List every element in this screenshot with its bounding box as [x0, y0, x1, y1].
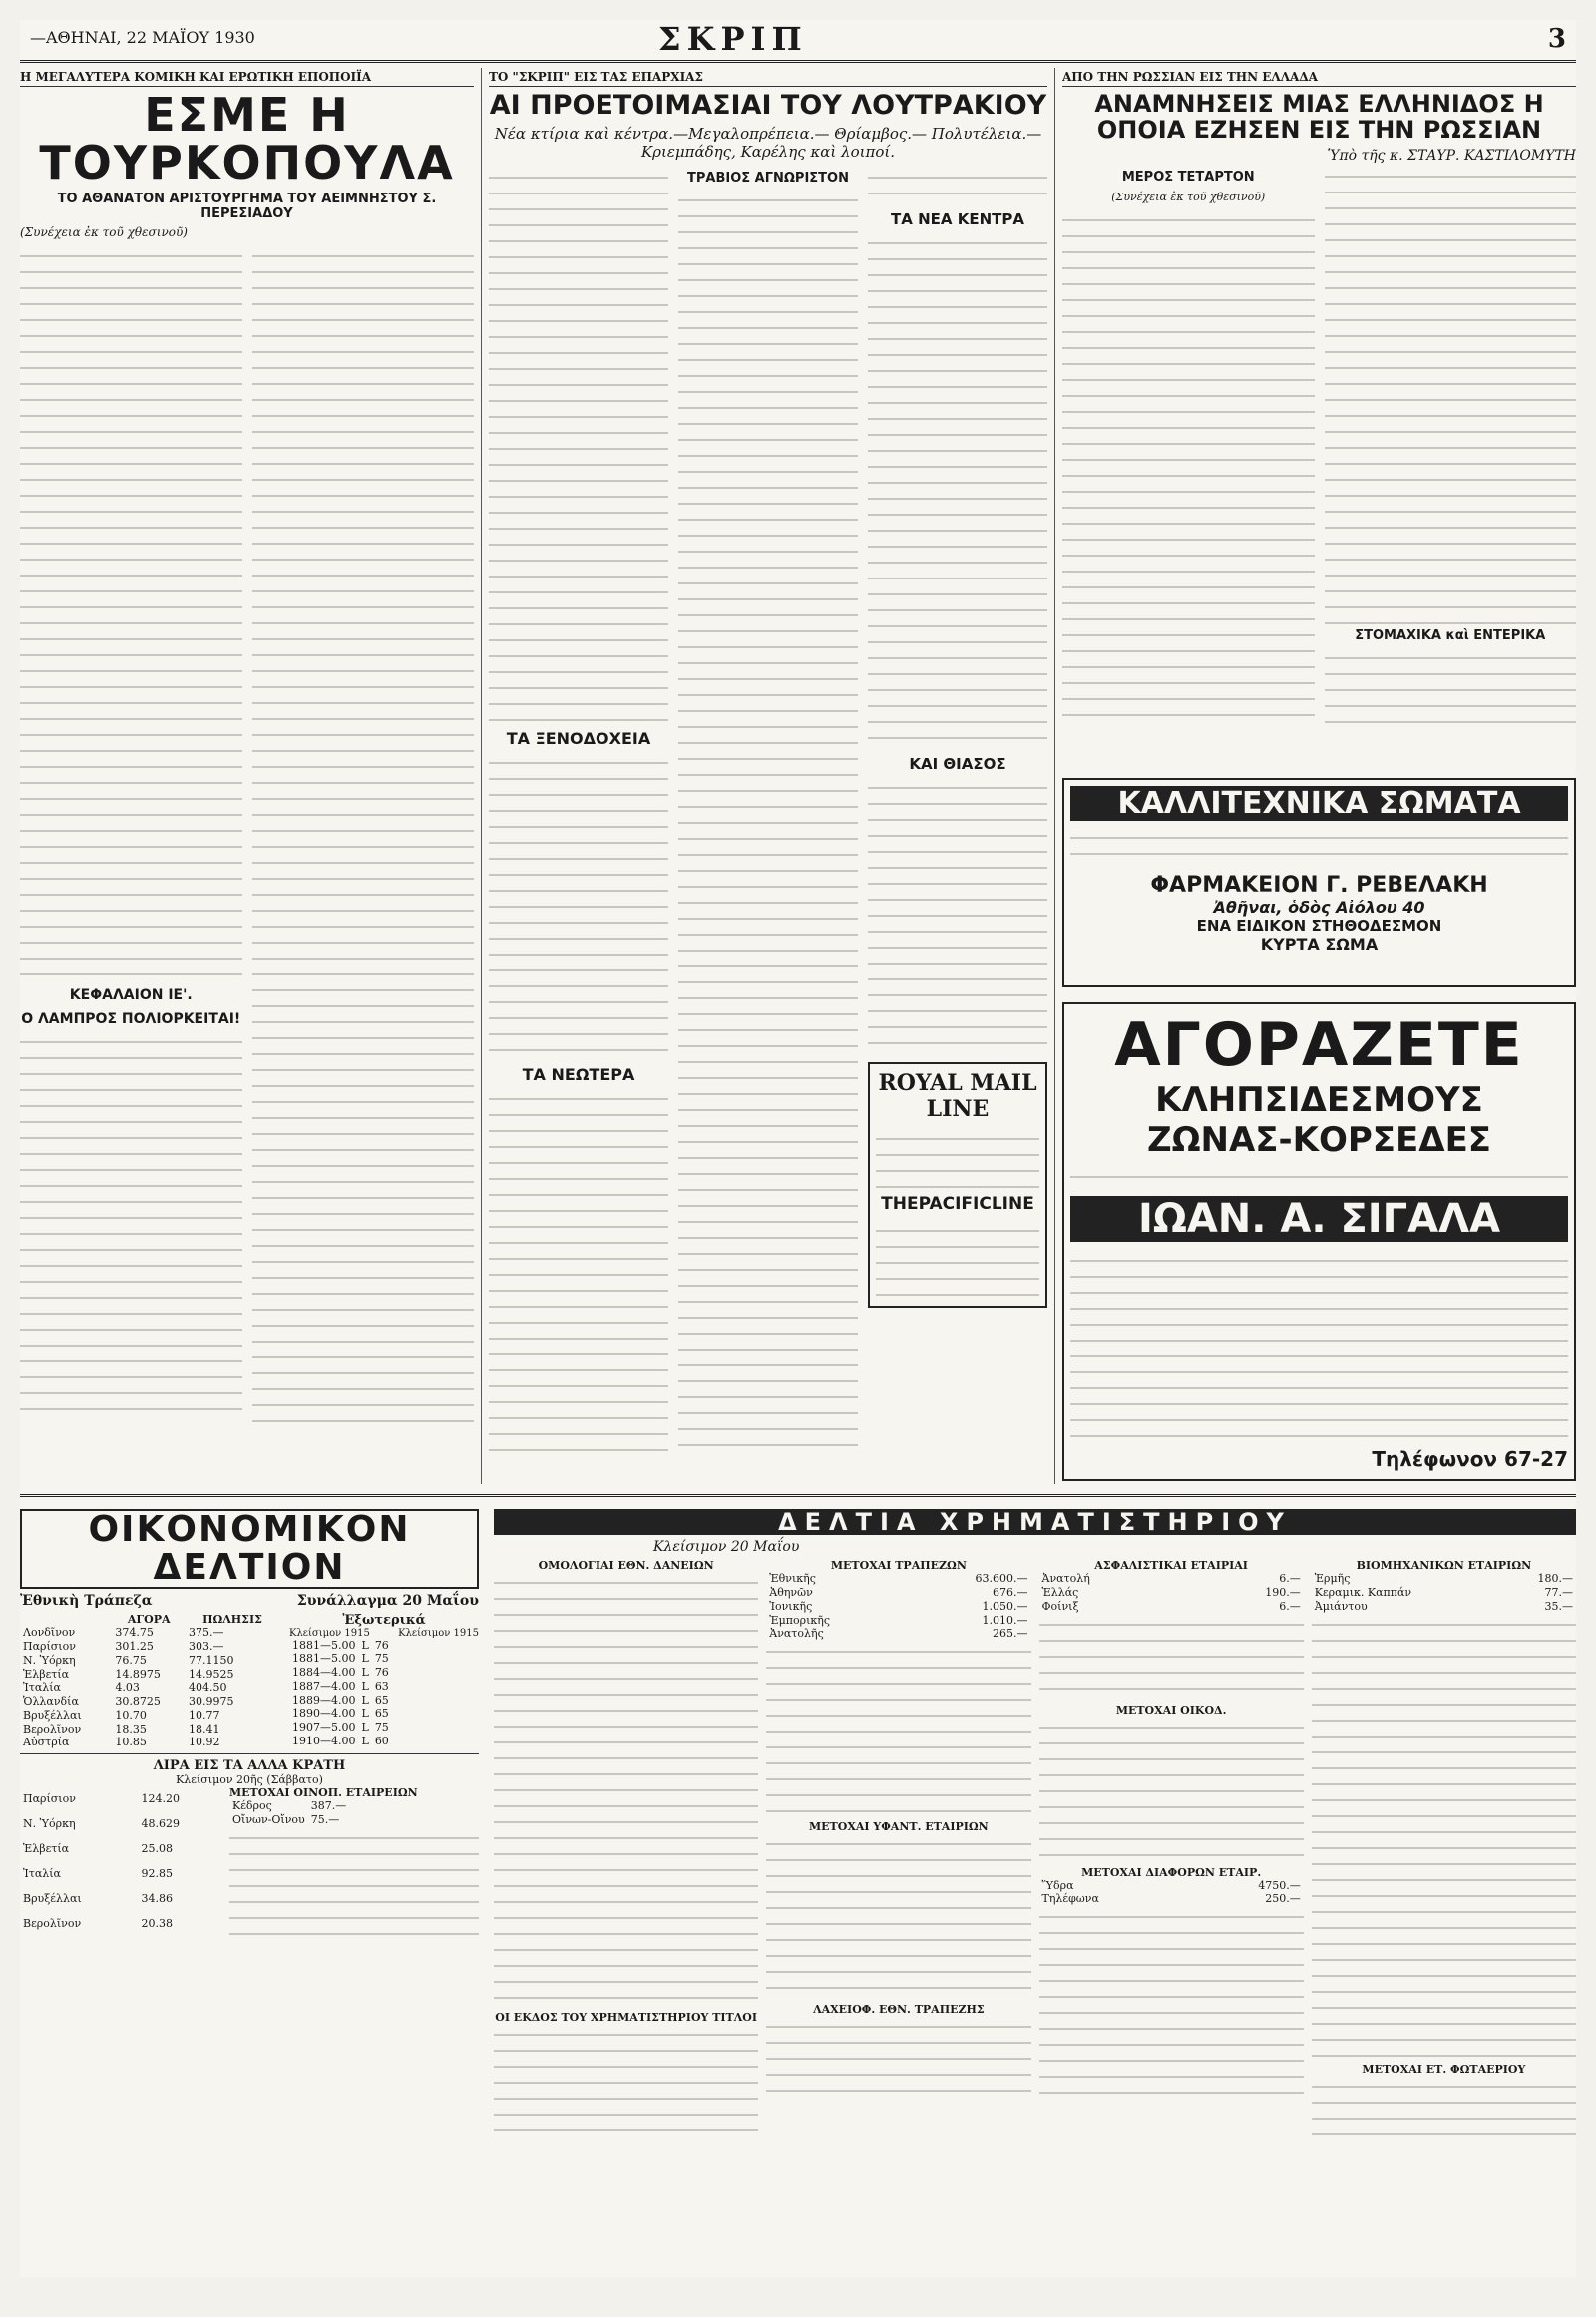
table-cell: 1881—5.00 [292, 1638, 356, 1652]
industrial-table [1312, 1572, 1576, 1613]
news-heading: ΤΑ ΝΕΩΤΕΡΑ [522, 1064, 635, 1084]
exchange-sell: 10.77 [188, 1708, 220, 1722]
building-title: ΜΕΤΟΧΑΙ ΟΙΚΟΔ. [1115, 1703, 1227, 1717]
industrial-text [1312, 1614, 1576, 2063]
deltia-title: ΔΕΛΤΙΑ ΧΡΗΜΑΤΙΣΤΗΡΙΟΥ [494, 1509, 1576, 1535]
table-cell: 77.— [1544, 1586, 1573, 1600]
table-cell: Οἴνων-Οἴνου [232, 1812, 305, 1826]
national-loans-text [494, 1572, 758, 2011]
exchange-sell: 14.9525 [188, 1667, 234, 1681]
table-row [1039, 1879, 1304, 1893]
exterior-block [289, 1613, 479, 1748]
table-cell: Ἐθνικῆς [769, 1572, 816, 1586]
table-row [766, 1600, 1030, 1614]
table-cell: L [361, 1652, 369, 1666]
kyrta-soma: ΚΥΡΤΑ ΣΩΜΑ [1260, 935, 1379, 954]
table-cell: Ἀνατολή [1041, 1572, 1090, 1586]
royal-mail-title: ROYAL MAIL LINE [878, 1069, 1037, 1122]
table-row [289, 1639, 392, 1653]
table-cell: 1884—4.00 [292, 1666, 356, 1680]
table-cell: 65 [374, 1707, 389, 1721]
table-cell: L [361, 1666, 369, 1680]
table-cell: Ἀνατολῆς [769, 1627, 824, 1641]
table-row [1039, 1586, 1304, 1600]
table-row [20, 1723, 279, 1737]
stomach-ad-title: ΣΤΟΜΑΧΙΚΑ καὶ ΕΝΤΕΡΙΚΑ [1355, 627, 1546, 643]
exchange-sell: 375.— [188, 1626, 224, 1640]
royal-mail-ad [868, 1062, 1047, 1308]
exchange-buy: 18.35 [115, 1722, 147, 1736]
exchange-buy: 10.85 [115, 1736, 147, 1749]
pharmacy-subtitle: ΕΝΑ ΕΙΔΙΚΟΝ ΣΤΗΘΟΔΕΣΜΟΝ [1196, 917, 1442, 935]
exchange-city: Βρυξέλλαι [23, 1708, 82, 1722]
stomach-ad-text [1325, 647, 1577, 724]
sigala-ad-text [1070, 1250, 1568, 1439]
pharmacy-name: ΦΑΡΜΑΚΕΙΟΝ Γ. ΡΕΒΕΛΑΚΗ [1150, 873, 1488, 898]
oinop-title: ΜΕΤΟΧΑΙ ΟΙΝΟΠ. ΕΤΑΙΡΕΙΩΝ [229, 1786, 418, 1800]
unrecognized-heading: ΤΡΑΒΙΟΣ ΑΓΝΩΡΙΣΤΟΝ [687, 170, 849, 186]
serial-text-block [20, 245, 242, 983]
bank-shares-text [766, 1641, 1030, 1820]
table-cell: Βρυξέλλαι [23, 1892, 82, 1906]
sigala-addr-text [1070, 1166, 1568, 1190]
ekdos-text [494, 2024, 758, 2143]
deltia-date: Κλείσιμον 20 Μαΐου [653, 1539, 800, 1556]
table-cell: 1910—4.00 [292, 1734, 356, 1747]
table-cell: Ἰταλία [23, 1866, 61, 1880]
national-loans-title: ΟΜΟΛΟΓΙΑΙ ΕΘΝ. ΔΑΝΕΙΩΝ [538, 1559, 714, 1573]
loutraki-text-6 [868, 232, 1047, 751]
table-cell: Ἀθηνῶν [769, 1586, 813, 1600]
exchange-sell: 303.— [188, 1640, 224, 1654]
masthead [20, 20, 1576, 63]
table-cell: Φοίνιξ [1041, 1599, 1079, 1613]
new-centers-heading: ΤΑ ΝΕΑ ΚΕΝΤΡΑ [891, 209, 1024, 228]
memoirs-text-1 [1062, 209, 1315, 724]
exterior-title: Ἐξωτερικά [342, 1612, 426, 1628]
table-row [20, 1709, 279, 1723]
table-cell: 76 [374, 1666, 389, 1680]
table-row [766, 1627, 1030, 1641]
table-cell: 20.38 [141, 1917, 173, 1931]
oinop-table [229, 1799, 349, 1827]
table-row [20, 1836, 219, 1861]
lottery-text [766, 2016, 1030, 2096]
pharmacy-address: Ἀθῆναι, ὁδὸς Αἰόλου 40 [1213, 898, 1425, 917]
loutraki-body [489, 167, 1047, 1453]
loutraki-text-2 [489, 752, 668, 1061]
table-row [20, 1654, 279, 1668]
page-number: 3 [1547, 24, 1566, 54]
exchange-city: Ἰταλία [23, 1681, 61, 1695]
exchange-buy: 76.75 [115, 1653, 147, 1667]
exchange-buy: 4.03 [115, 1681, 140, 1695]
troupe-heading: ΚΑΙ ΘΙΑΣΟΣ [909, 754, 1006, 773]
table-cell: 265.— [993, 1627, 1028, 1641]
table-row [766, 1614, 1030, 1628]
chapter-title: Ο ΛΑΜΠΡΟΣ ΠΟΛΙΟΡΚΕΙΤΑΙ! [21, 1010, 241, 1027]
table-row [766, 1586, 1030, 1600]
exchange-buy: 30.8725 [115, 1695, 161, 1709]
table-row [20, 1681, 279, 1695]
table-cell: 65 [374, 1693, 389, 1707]
table-row [289, 1680, 392, 1694]
pharmacy-ad [1062, 778, 1576, 987]
table-row [20, 1786, 219, 1811]
agorazete-title: ΑΓΟΡΑΖΕΤΕ [1114, 1010, 1524, 1080]
table-row [289, 1721, 392, 1735]
table-row [229, 1813, 349, 1827]
deltia-columns [494, 1559, 1576, 2143]
various-title: ΜΕΤΟΧΑΙ ΔΙΑΦΟΡΩΝ ΕΤΑΙΡ. [1081, 1865, 1262, 1879]
ekdos-title: ΟΙ ΕΚΔΟΣ ΤΟΥ ΧΡΗΜΑΤΙΣΤΗΡΙΟΥ ΤΙΤΛΟΙ [495, 2011, 757, 2025]
exchange-city: Αὐστρία [23, 1736, 70, 1749]
bank-shares-title: ΜΕΤΟΧΑΙ ΤΡΑΠΕΖΩΝ [830, 1559, 967, 1573]
building-text [1039, 1717, 1304, 1866]
serial-body [20, 245, 474, 1422]
column-rule-2 [1054, 68, 1055, 1484]
exchange-sell: 77.1150 [188, 1653, 234, 1667]
memoirs-body [1062, 166, 1576, 724]
table-row [289, 1666, 392, 1680]
sigala-name: ΙΩΑΝ. Α. ΣΙΓΑΛΑ [1070, 1196, 1568, 1242]
exterior-table [289, 1639, 392, 1748]
table-row [20, 1886, 219, 1911]
table-cell: 1.010.— [982, 1613, 1028, 1627]
serial-kicker: Η ΜΕΓΑΛΥΤΕΡΑ ΚΟΜΙΚΗ ΚΑΙ ΕΡΩΤΙΚΗ ΕΠΟΠΟΙΪΑ [20, 68, 474, 87]
table-cell: 63.600.— [975, 1572, 1028, 1586]
gas-text [1312, 2076, 1576, 2135]
loutraki-text-4 [678, 190, 858, 1453]
table-cell: 1881—5.00 [292, 1652, 356, 1666]
table-row [1312, 1586, 1576, 1600]
table-cell: 4750.— [1258, 1878, 1301, 1892]
table-cell [20, 1613, 112, 1627]
table-row [20, 1911, 219, 1936]
serial-subhead: ΤΟ ΑΘΑΝΑΤΟΝ ΑΡΙΣΤΟΥΡΓΗΜΑ ΤΟΥ ΑΕΙΜΝΗΣΤΟΥ Σ. ΠΕΡΕΣΙΑΔΟΥ [57, 191, 437, 221]
various-table [1039, 1879, 1304, 1907]
exchange-sell: 18.41 [188, 1722, 220, 1736]
table-row [229, 1799, 349, 1813]
table-cell: 1889—4.00 [292, 1693, 356, 1707]
lira-subtitle: Κλείσιμον 20ῆς (Σάββατο) [176, 1773, 323, 1787]
loutraki-headline: ΑΙ ΠΡΟΕΤΟΙΜΑΣΙΑΙ ΤΟΥ ΛΟΥΤΡΑΚΙΟΥ [489, 90, 1047, 121]
loutraki-kicker: ΤΟ "ΣΚΡΙΠ" ΕΙΣ ΤΑΣ ΕΠΑΡΧΙΑΣ [489, 68, 1047, 87]
lira-table [20, 1786, 219, 1937]
table-cell: 250.— [1265, 1892, 1301, 1906]
buy-header: ΑΓΟΡΑ [127, 1612, 171, 1626]
serial-headline: ΕΣΜΕ Η ΤΟΥΡΚΟΠΟΥΛΑ [39, 88, 455, 191]
exchange-sell: 10.92 [188, 1736, 220, 1749]
table-cell: L [361, 1734, 369, 1747]
exchange-date: Συνάλλαγμα 20 Μαΐου [296, 1592, 479, 1609]
table-cell: 676.— [993, 1586, 1028, 1600]
table-cell: Ἑλβετία [23, 1841, 70, 1855]
table-row [20, 1811, 219, 1836]
klisimon-1: Κλείσιμον 1915 [289, 1627, 370, 1639]
table-cell: 180.— [1537, 1572, 1573, 1586]
table-cell: Βερολῖνον [23, 1917, 82, 1931]
newspaper-page [20, 20, 1576, 2277]
pacific-line-text [876, 1220, 1039, 1300]
table-cell: Ἀμιάντου [1314, 1599, 1368, 1613]
kallitechnika-title: ΚΑΛΛΙΤΕΧΝΙΚΑ ΣΩΜΑΤΑ [1070, 786, 1568, 821]
textile-title: ΜΕΤΟΧΑΙ ΥΦΑΝΤ. ΕΤΑΙΡΙΩΝ [808, 1820, 989, 1834]
exchange-city: Παρίσιον [23, 1640, 76, 1654]
table-row [1312, 1572, 1576, 1586]
table-cell: 1887—4.00 [292, 1679, 356, 1693]
table-row [20, 1736, 279, 1749]
memoirs-part: ΜΕΡΟΣ ΤΕΤΑΡΤΟΝ [1121, 169, 1255, 185]
table-row [1039, 1892, 1304, 1906]
table-cell: 6.— [1279, 1599, 1301, 1613]
table-cell: 124.20 [141, 1791, 180, 1805]
table-cell: 48.629 [141, 1816, 180, 1830]
table-cell: L [361, 1707, 369, 1721]
pacific-line-title: THEPACIFICLINE [881, 1193, 1034, 1214]
table-row [1039, 1572, 1304, 1586]
masthead-date: —ΑΘΗΝΑΙ, 22 ΜΑΪΟΥ 1930 [30, 28, 255, 47]
memoirs-headline: ΑΝΑΜΝΗΣΕΙΣ ΜΙΑΣ ΕΛΛΗΝΙΔΟΣ Η ΟΠΟΙΑ ΕΖΗΣΕΝ ΕΙΣ ΤΗΝ ΡΩΣΣΙΑΝ [1094, 90, 1544, 145]
exchange-city: Ν. Ὑόρκη [23, 1653, 76, 1667]
table-cell: 76 [374, 1638, 389, 1652]
serial-text-block-2 [20, 1031, 242, 1422]
table-cell: Τηλέφωνα [1041, 1892, 1099, 1906]
exchange-buy: 301.25 [115, 1640, 154, 1654]
exchange-city: Ἑλβετία [23, 1667, 70, 1681]
table-row [20, 1640, 279, 1654]
table-cell: 75.— [310, 1812, 340, 1826]
table-cell: 60 [374, 1734, 389, 1747]
serial-text-block-3 [252, 245, 475, 1422]
table-row [1312, 1600, 1576, 1614]
loutraki-text-1 [489, 167, 668, 725]
chapter-heading: ΚΕΦΑΛΑΙΟΝ ΙΕ'. [69, 986, 193, 1003]
table-cell: 6.— [1279, 1572, 1301, 1586]
memoirs-column [1062, 68, 1576, 766]
klepsidesmous: ΚΛΗΠΣΙΔΕΣΜΟΥΣ [1155, 1080, 1483, 1120]
finance-title: ΟΙΚΟΝΟΜΙΚΟΝ ΔΕΛΤΙΟΝ [20, 1509, 479, 1589]
exchange-city: Λονδῖνον [23, 1626, 76, 1640]
klisimon-2: Κλείσιμον 1915 [398, 1627, 479, 1639]
table-row [766, 1572, 1030, 1586]
exchange-table [20, 1613, 279, 1750]
memoirs-byline: Ὑπὸ τῆς κ. ΣΤΑΥΡ. ΚΑΣΤΙΛΟΜΥΤΗ [1327, 147, 1576, 164]
sigala-ad [1062, 1002, 1576, 1481]
table-row [20, 1668, 279, 1682]
table-row [289, 1694, 392, 1708]
exchange-sell: 30.9975 [188, 1695, 234, 1709]
serial-column [20, 68, 474, 1484]
table-cell: Ἑρμῆς [1314, 1572, 1351, 1586]
table-cell: Ἑλλάς [1041, 1586, 1079, 1600]
table-cell: L [361, 1721, 369, 1735]
loutraki-column [489, 68, 1047, 1484]
table-cell: L [361, 1638, 369, 1652]
oinop-text [229, 1827, 479, 1937]
table-cell: L [361, 1679, 369, 1693]
table-cell: Παρίσιον [23, 1791, 76, 1805]
table-cell: 1.050.— [982, 1599, 1028, 1613]
exchange-buy: 374.75 [115, 1626, 154, 1640]
table-cell: Κεραμικ. Καππάν [1314, 1586, 1412, 1600]
zonas-korsedes: ΖΩΝΑΣ-ΚΟΡΣΕΔΕΣ [1146, 1120, 1492, 1160]
table-row [289, 1707, 392, 1721]
table-row [289, 1735, 392, 1748]
table-cell: 1890—4.00 [292, 1707, 356, 1721]
exchange-city: Ὁλλανδία [23, 1695, 79, 1709]
loutraki-text-3 [489, 1088, 668, 1453]
exchange-sell: 404.50 [188, 1681, 227, 1695]
loutraki-text-7 [868, 777, 1047, 1056]
table-cell: Ὕδρα [1041, 1878, 1074, 1892]
table-cell: L [361, 1693, 369, 1707]
exchange-buy: 14.8975 [115, 1667, 161, 1681]
memoirs-text-2 [1325, 166, 1577, 624]
bank-name: Ἐθνικὴ Τράπεζα [20, 1592, 153, 1609]
lottery-title: ΛΑΧΕΙΟΦ. ΕΘΝ. ΤΡΑΠΕΖΗΣ [813, 2003, 985, 2017]
insurance-title: ΑΣΦΑΛΙΣΤΙΚΑΙ ΕΤΑΙΡΙΑΙ [1094, 1559, 1248, 1573]
table-cell: 63 [374, 1679, 389, 1693]
serial-continuation: (Συνέχεια ἐκ τοῦ χθεσινοῦ) [20, 224, 188, 239]
pharmacy-ad-text [1070, 827, 1568, 867]
table-cell: 75 [374, 1652, 389, 1666]
exchange-buy: 10.70 [115, 1708, 147, 1722]
insurance-table [1039, 1572, 1304, 1613]
gas-title: ΜΕΤΟΧΑΙ ΕΤ. ΦΩΤΑΕΡΙΟΥ [1362, 2062, 1526, 2076]
lira-title: ΛΙΡΑ ΕΙΣ ΤΑ ΑΛΛΑ ΚΡΑΤΗ [153, 1758, 346, 1774]
various-text [1039, 1906, 1304, 2106]
table-cell: 387.— [310, 1799, 347, 1813]
sigala-telephone: Τηλέφωνον 67-27 [1372, 1447, 1568, 1471]
finance-left [20, 1505, 479, 1937]
royal-mail-text [876, 1128, 1039, 1188]
textile-text [766, 1833, 1030, 2003]
table-cell: Κέδρος [232, 1799, 272, 1813]
finance-section [20, 1494, 1576, 2277]
table-row [20, 1626, 279, 1640]
table-cell: 34.86 [141, 1892, 173, 1906]
column-rule [481, 68, 482, 1484]
table-cell: 190.— [1265, 1586, 1301, 1600]
table-cell: Ἐμπορικῆς [769, 1613, 831, 1627]
table-cell: Ἰονικῆς [769, 1599, 813, 1613]
table-cell: 1907—5.00 [292, 1721, 356, 1735]
table-row [1039, 1600, 1304, 1614]
sell-header: ΠΩΛΗΣΙΣ [202, 1612, 262, 1626]
table-row [20, 1861, 219, 1886]
loutraki-text-5 [868, 167, 1047, 206]
table-cell: 75 [374, 1721, 389, 1735]
insurance-text [1039, 1614, 1304, 1704]
table-cell: 35.— [1544, 1599, 1573, 1613]
table-row [289, 1652, 392, 1666]
masthead-title: ΣΚΡΙΠ [658, 20, 808, 58]
bank-shares-table [766, 1572, 1030, 1641]
table-row [20, 1695, 279, 1709]
table-cell: Ν. Ὑόρκη [23, 1816, 76, 1830]
loutraki-subhead: Νέα κτίρια καὶ κέντρα.—Μεγαλοπρέπεια.— Θρίαμβος.— Πολυτέλεια.— Κριεμπάδης, Καρέλης καὶ λοιποί. [494, 124, 1042, 161]
industrial-title: ΒΙΟΜΗΧΑΝΙΚΩΝ ΕΤΑΙΡΙΩΝ [1356, 1559, 1532, 1573]
hotels-heading: ΤΑ ΞΕΝΟΔΟΧΕΙΑ [506, 728, 651, 748]
memoirs-kicker: ΑΠΟ ΤΗΝ ΡΩΣΣΙΑΝ ΕΙΣ ΤΗΝ ΕΛΛΑΔΑ [1062, 68, 1576, 87]
table-cell: 92.85 [141, 1866, 173, 1880]
exchange-city: Βερολῖνον [23, 1722, 82, 1736]
memoirs-continuation: (Συνέχεια ἐκ τοῦ χθεσινοῦ) [1111, 190, 1266, 203]
table-cell: 25.08 [141, 1841, 173, 1855]
finance-right [494, 1505, 1576, 2143]
